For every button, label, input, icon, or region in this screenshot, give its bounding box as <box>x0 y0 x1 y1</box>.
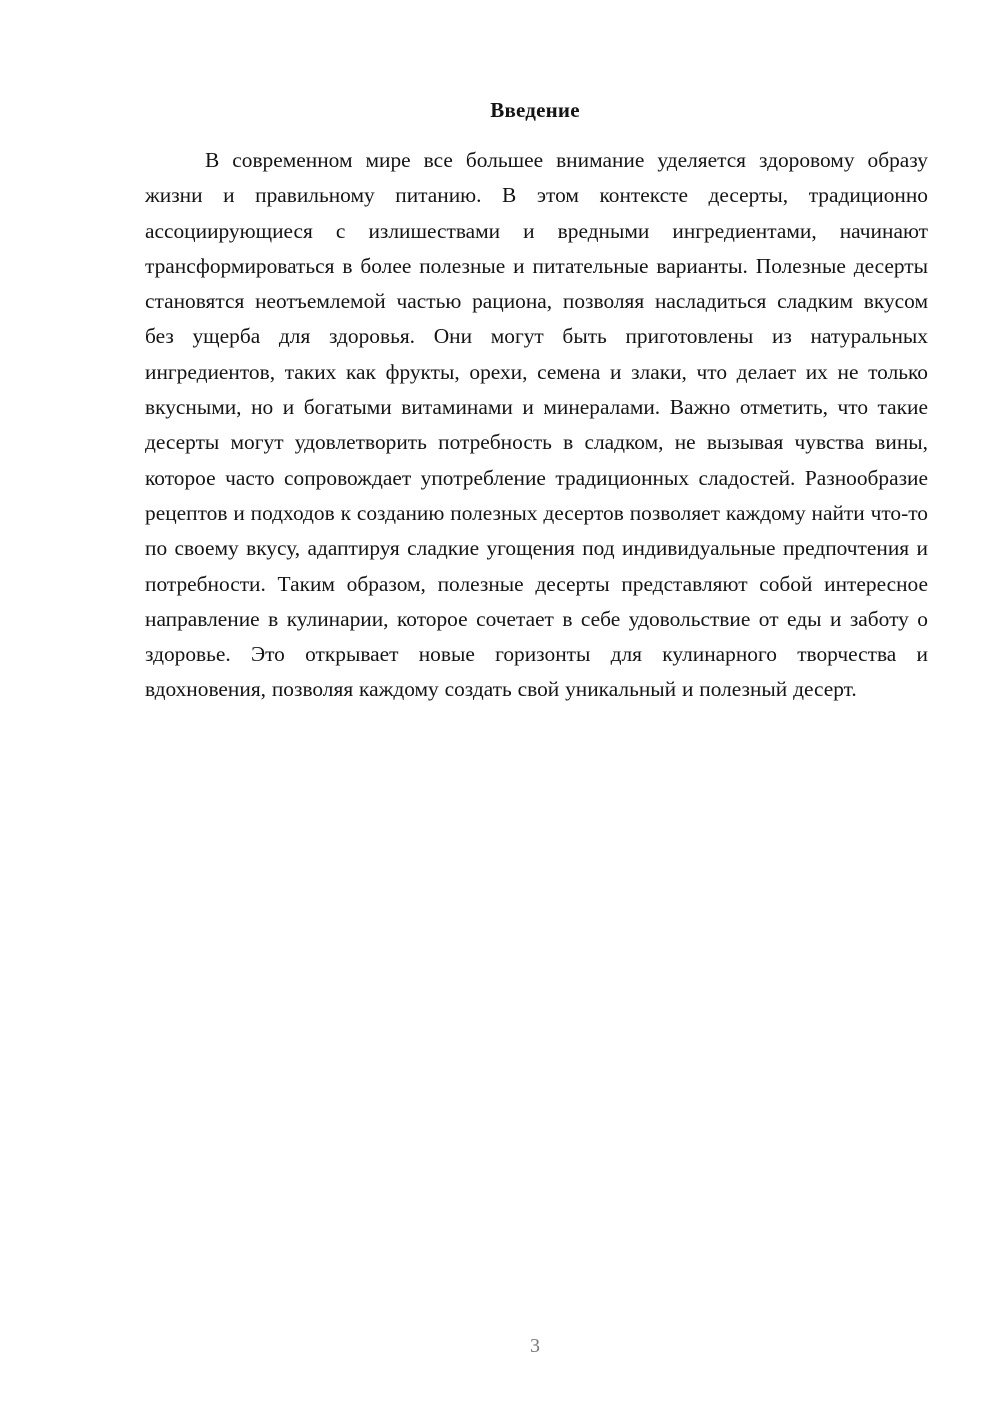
page-number: 3 <box>530 1335 540 1357</box>
section-title: Введение <box>490 98 580 122</box>
body-paragraph: В современном мире все большее внимание уделяется здоровому образу жизни и правильному питанию. В этом контексте десерты, традиционно ассоциирующиеся с излишествами и вредными ингредиентами, начинают трансформироваться в более полезные и питательные варианты. Полезные десерты становятся неотъемлемой частью рациона, позволяя насладиться сладким вкусом без ущерба для здоровья. Они могут быть приготовлены из натуральных ингредиентов, таких как фрукты, орехи, семена и злаки, что делает их не только вкусными, но и богатыми витаминами и минералами. Важно отметить, что такие десерты могут удовлетворить потребность в сладком, не вызывая чувства вины, которое часто сопровождает употребление традиционных сладостей. Разнообразие рецептов и подходов к созданию полезных десертов позволяет каждому найти что-то по своему вкусу, адаптируя сладкие угощения под индивидуальные предпочтения и потребности. Таким образом, полезные десерты представляют собой интересное направление в кулинарии, которое сочетает в себе удовольствие от еды и заботу о здоровье. Это открывает новые горизонты для кулинарного творчества и вдохновения, позволяя каждому создать свой уникальный и полезный десерт. <box>145 148 928 702</box>
